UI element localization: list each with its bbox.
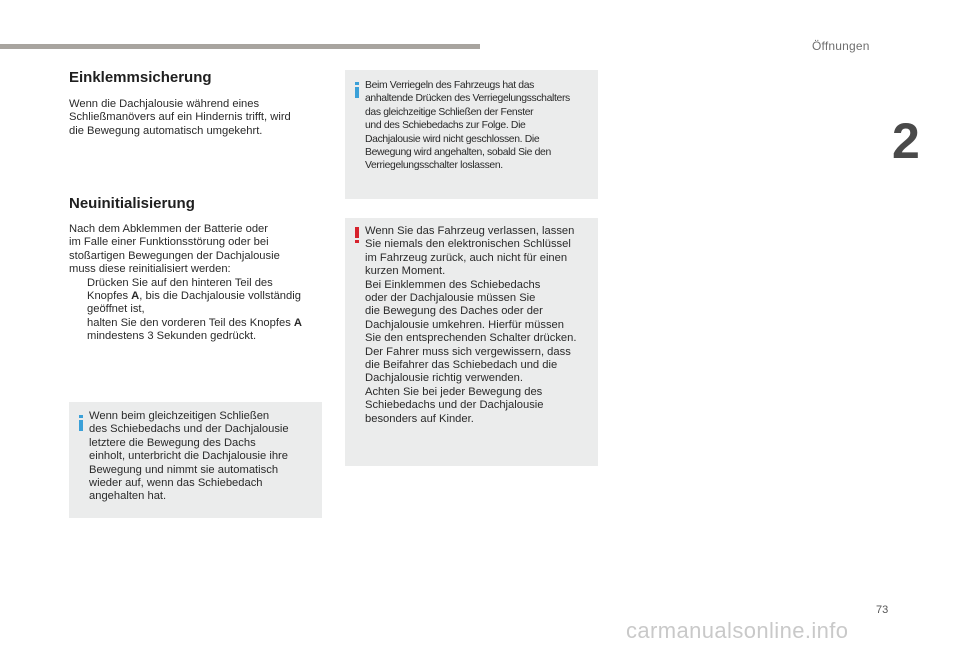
text-line: die Beifahrer das Schiebedach und die [365,359,558,372]
paragraph-einklemmsicherung [69,98,329,138]
text-line: stoßartigen Bewegungen der Dachjalousie [69,249,280,262]
text-line: Sie niemals den elektronischen Schlüssel [365,238,571,251]
paragraph-neuinitialisierung [69,223,331,344]
list-item [69,317,331,344]
text-line: geöffnet ist, [87,303,145,316]
text-line: Der Fahrer muss sich vergewissern, dass [365,345,571,358]
text-line: einholt, unterbricht die Dachjalousie ihre [89,450,289,463]
watermark: carmanualsonline.info [626,618,849,643]
info-box-right [345,70,598,199]
text-line: die Bewegung des Daches oder der [365,305,543,318]
text-line: besonders auf Kinder. [365,412,474,425]
text-line: im Fahrzeug zurück, auch nicht für einen [365,251,568,264]
text-span: , bis die Dachjalousie vollständig [139,290,301,303]
text-line: kurzen Moment. [365,265,446,278]
text-line: Wenn Sie das Fahrzeug verlassen, lassen [365,225,575,237]
text-line: Dachjalousie wird nicht geschlossen. Die [365,133,540,145]
info-text [89,410,319,504]
heading-einklemmsicherung: Einklemmsicherung [69,69,212,86]
section-label: Öffnungen [812,39,870,53]
info-icon [354,82,360,98]
text-line: Bewegung und nimmt sie automatisch [89,463,279,476]
text-line: Bei Einklemmen des Schiebedachs [365,278,541,291]
text-line: angehalten hat. [89,490,167,503]
button-reference: A [293,316,302,329]
text-line: die Bewegung automatisch umgekehrt. [69,124,263,137]
page-number: 73 [876,604,889,616]
text-line [87,317,331,330]
text-line: Wenn beim gleichzeitigen Schließen [89,410,270,422]
text-line: Drücken Sie auf den hinteren Teil des [87,276,273,289]
text-line: wieder auf, wenn das Schiebedach [89,477,263,490]
text-line: anhaltende Drücken des Verriegelungsschalters [365,93,570,105]
text-line: Sie den entsprechenden Schalter drücken. [365,332,577,345]
info-box-left [69,402,322,518]
text-line: oder der Dachjalousie müssen Sie [365,292,536,305]
text-line: Wenn die Dachjalousie während eines [69,98,260,110]
text-span: Knopfes [87,290,132,303]
text-line: Dachjalousie richtig verwenden. [365,372,523,385]
header-rule [0,44,480,49]
text-span: halten Sie den vorderen Teil des Knopfes [87,316,294,329]
text-line: Nach dem Abklemmen der Batterie oder [69,223,268,235]
button-reference: A [131,290,140,303]
heading-neuinitialisierung: Neuinitialisierung [69,195,195,212]
info-icon [78,415,84,431]
text-line: Schiebedachs und der Dachjalousie [365,399,544,412]
text-line: Bewegung wird angehalten, sobald Sie den [365,147,551,159]
info-text [365,79,597,173]
text-line: Schließmanövers auf ein Hindernis trifft, wird [69,111,291,124]
text-line [87,290,331,303]
text-line: Beim Verriegeln des Fahrzeugs hat das [365,80,534,91]
warning-box [345,218,598,466]
text-line: Dachjalousie umkehren. Hierfür müssen [365,318,564,331]
text-line: das gleichzeitige Schließen der Fenster [365,106,534,118]
text-line: letztere die Bewegung des Dachs [89,436,256,449]
warning-text [365,225,597,426]
list-item [69,277,331,317]
text-line: des Schiebedachs und der Dachjalousie [89,423,289,436]
text-line: Verriegelungsschalter loslassen. [365,160,503,172]
chapter-number: 2 [892,113,920,169]
text-line: im Falle einer Funktionsstörung oder bei [69,236,269,249]
text-line: Achten Sie bei jeder Bewegung des [365,385,543,398]
warning-icon [354,227,360,243]
text-line: muss diese reinitialisiert werden: [69,263,231,276]
text-line: mindestens 3 Sekunden gedrückt. [87,330,257,343]
text-line: und des Schiebedachs zur Folge. Die [365,120,526,132]
